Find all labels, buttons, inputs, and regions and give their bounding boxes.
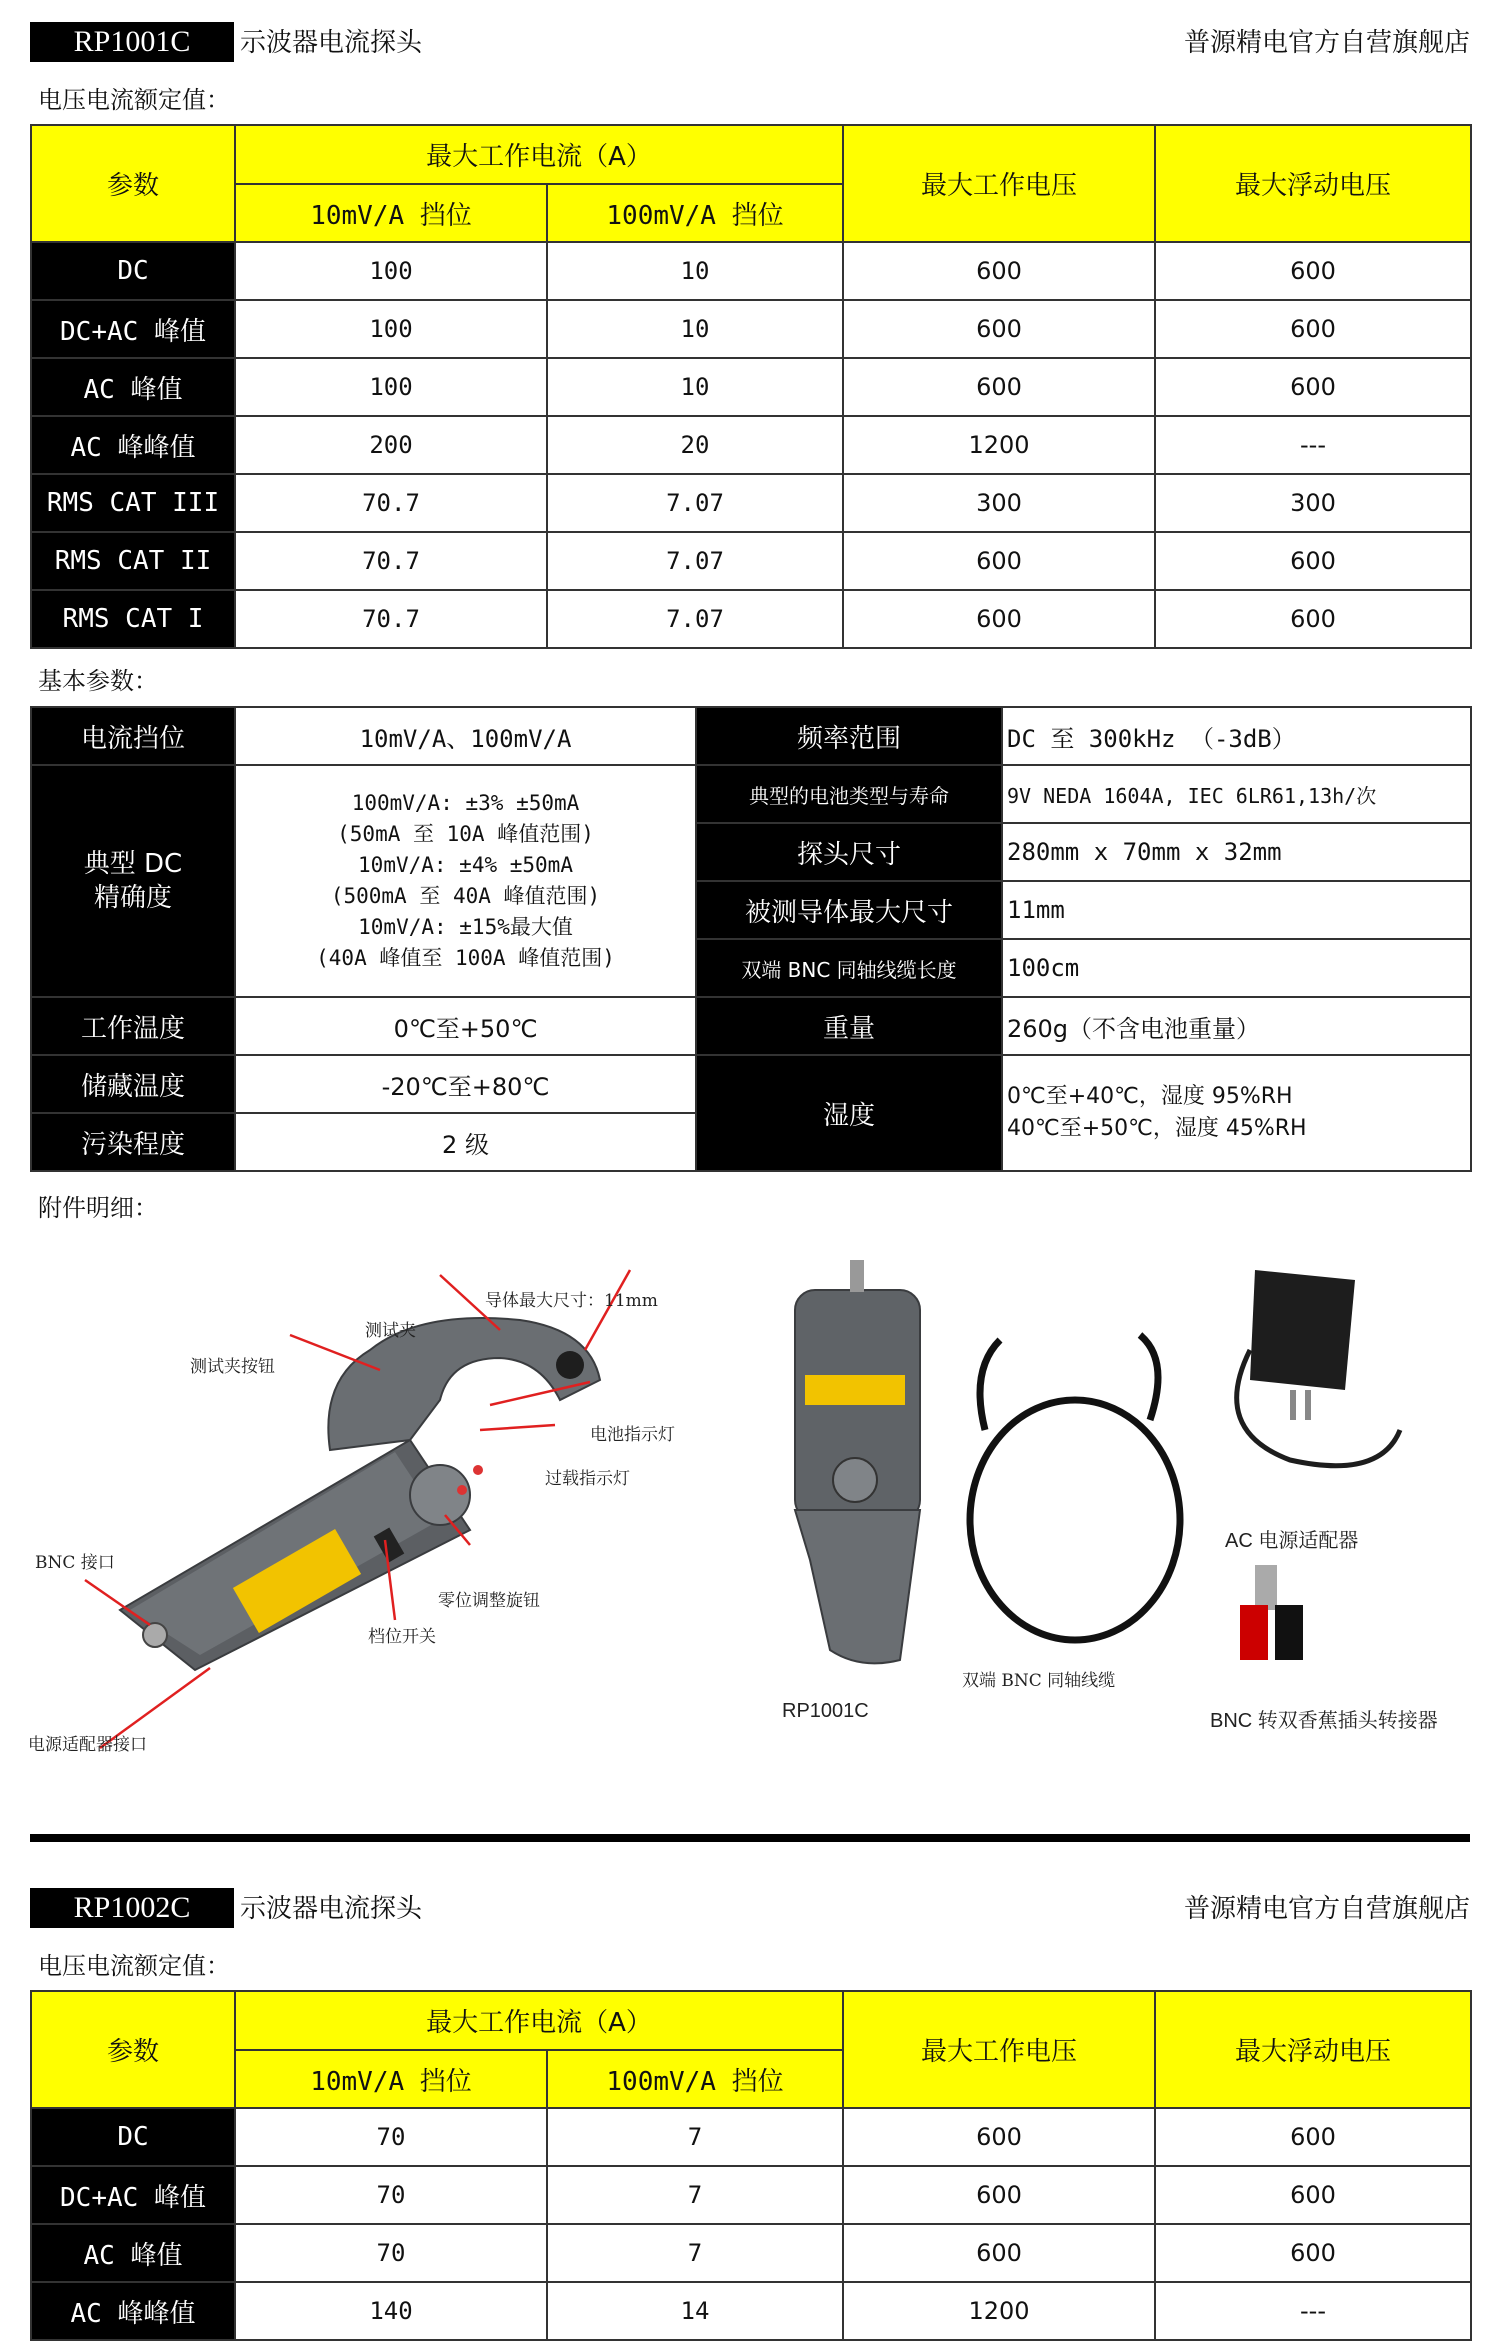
label-power-port: 电源适配器接口: [28, 1735, 147, 1755]
freq-label: 频率范围: [696, 707, 1002, 765]
header-max-current: 最大工作电流（A）: [235, 1991, 843, 2050]
storage-label: 储藏温度: [31, 1055, 235, 1113]
table-row: AC 峰值 70 7 600 600: [31, 2224, 1471, 2282]
adapter-illustration: [1237, 1270, 1400, 1466]
table-row: DC 70 7 600 600: [31, 2108, 1471, 2166]
header-10mv: 10mV/A 挡位: [235, 2050, 547, 2108]
product-type: 示波器电流探头: [240, 1894, 423, 1924]
section2-header: [30, 1888, 1470, 1928]
humidity-label: 湿度: [696, 1055, 1002, 1171]
table-row: AC 峰峰值 140 14 1200 ---: [31, 2282, 1471, 2340]
op-temp-value: 0℃至+50℃: [235, 997, 696, 1055]
humidity-value: 0℃至+40℃，湿度 95%RH 40℃至+50℃，湿度 45%RH: [1002, 1055, 1471, 1171]
shop-name: 普源精电官方自营旗舰店: [1183, 1894, 1470, 1924]
storage-value: -20℃至+80℃: [235, 1055, 696, 1113]
rated-values-table: [30, 1990, 1472, 2341]
header-100mv: 100mV/A 挡位: [547, 2050, 843, 2108]
accuracy-value: 100mV/A: ±3% ±50mA (50mA 至 10A 峰值范围) 10mV/A: ±4% ±50mA (500mA 至 40A 峰值范围) 10mV/A: ±15%最大值 (40A 峰值至 100A 峰值范围): [235, 765, 696, 997]
accessories-svg: [0, 1230, 1500, 1770]
pollution-value: 2 级: [235, 1113, 696, 1171]
table-row: DC+AC 峰值 100 10 600 600: [31, 300, 1471, 358]
section-divider: [30, 1834, 1470, 1842]
label-clamp-button: 测试夹按钮: [190, 1357, 275, 1377]
table-row: DC+AC 峰值 70 7 600 600: [31, 2166, 1471, 2224]
label-conductor-max: 导体最大尺寸：11mm: [485, 1291, 658, 1311]
label-battery-led: 电池指示灯: [590, 1425, 675, 1445]
header-param: 参数: [31, 1991, 235, 2108]
label-probe-name: RP1001C: [782, 1700, 869, 1722]
weight-value: 260g（不含电池重量）: [1002, 997, 1471, 1055]
conductor-label: 被测导体最大尺寸: [696, 881, 1002, 939]
header-100mv: 100mV/A 挡位: [547, 184, 843, 242]
battery-value: 9V NEDA 1604A, IEC 6LR61,13h/次: [1002, 765, 1471, 823]
cable-value: 100cm: [1002, 939, 1471, 997]
conductor-value: 11mm: [1002, 881, 1471, 939]
model-badge: RP1002C: [30, 1888, 234, 1928]
header-float-voltage: 最大浮动电压: [1155, 1991, 1471, 2108]
rated-values-label: 电压电流额定值：: [38, 1952, 230, 1980]
label-cable-name: 双端 BNC 同轴线缆: [962, 1671, 1116, 1691]
current-range-label: 电流挡位: [31, 707, 235, 765]
table-row: RMS CAT I 70.7 7.07 600 600: [31, 590, 1471, 648]
model-badge: RP1001C: [30, 22, 234, 62]
table-row: RMS CAT II 70.7 7.07 600 600: [31, 532, 1471, 590]
accuracy-label: 典型 DC 精确度: [31, 765, 235, 997]
size-value: 280mm x 70mm x 32mm: [1002, 823, 1471, 881]
header-max-current: 最大工作电流（A）: [235, 125, 843, 184]
label-zero-knob: 零位调整旋钮: [438, 1591, 540, 1611]
header-float-voltage: 最大浮动电压: [1155, 125, 1471, 242]
size-label: 探头尺寸: [696, 823, 1002, 881]
header-10mv: 10mV/A 挡位: [235, 184, 547, 242]
op-temp-label: 工作温度: [31, 997, 235, 1055]
header-max-voltage: 最大工作电压: [843, 125, 1155, 242]
label-range-switch: 档位开关: [368, 1627, 436, 1647]
section1-header: [30, 22, 1470, 62]
weight-label: 重量: [696, 997, 1002, 1055]
rated-values-label: 电压电流额定值：: [38, 86, 230, 114]
banana-adapter-illustration: [1240, 1565, 1303, 1660]
basic-params-label: 基本参数：: [38, 667, 158, 695]
rated-values-table: [30, 124, 1472, 649]
table-row: DC 100 10 600 600: [31, 242, 1471, 300]
freq-value: DC 至 300kHz （-3dB）: [1002, 707, 1471, 765]
cable-label: 双端 BNC 同轴线缆长度: [696, 939, 1002, 997]
table-row: RMS CAT III 70.7 7.07 300 300: [31, 474, 1471, 532]
basic-params-table: [30, 706, 1472, 1172]
current-range-value: 10mV/A、100mV/A: [235, 707, 696, 765]
header-max-voltage: 最大工作电压: [843, 1991, 1155, 2108]
table-row: AC 峰峰值 200 20 1200 ---: [31, 416, 1471, 474]
label-clamp: 测试夹: [365, 1321, 416, 1341]
battery-label: 典型的电池类型与寿命: [696, 765, 1002, 823]
label-bnc-port: BNC 接口: [35, 1553, 115, 1573]
product-type: 示波器电流探头: [240, 28, 423, 58]
probe-illustration-upright: [795, 1260, 920, 1663]
label-overload-led: 过载指示灯: [545, 1469, 630, 1489]
accessories-illustration: [0, 1230, 1500, 1770]
shop-name: 普源精电官方自营旗舰店: [1183, 28, 1470, 58]
table-row: AC 峰值 100 10 600 600: [31, 358, 1471, 416]
label-banana-name: BNC 转双香蕉插头转接器: [1210, 1710, 1438, 1732]
header-param: 参数: [31, 125, 235, 242]
cable-illustration: [970, 1335, 1180, 1640]
label-adapter-name: AC 电源适配器: [1225, 1530, 1359, 1552]
pollution-label: 污染程度: [31, 1113, 235, 1171]
accessories-label: 附件明细：: [38, 1194, 158, 1222]
